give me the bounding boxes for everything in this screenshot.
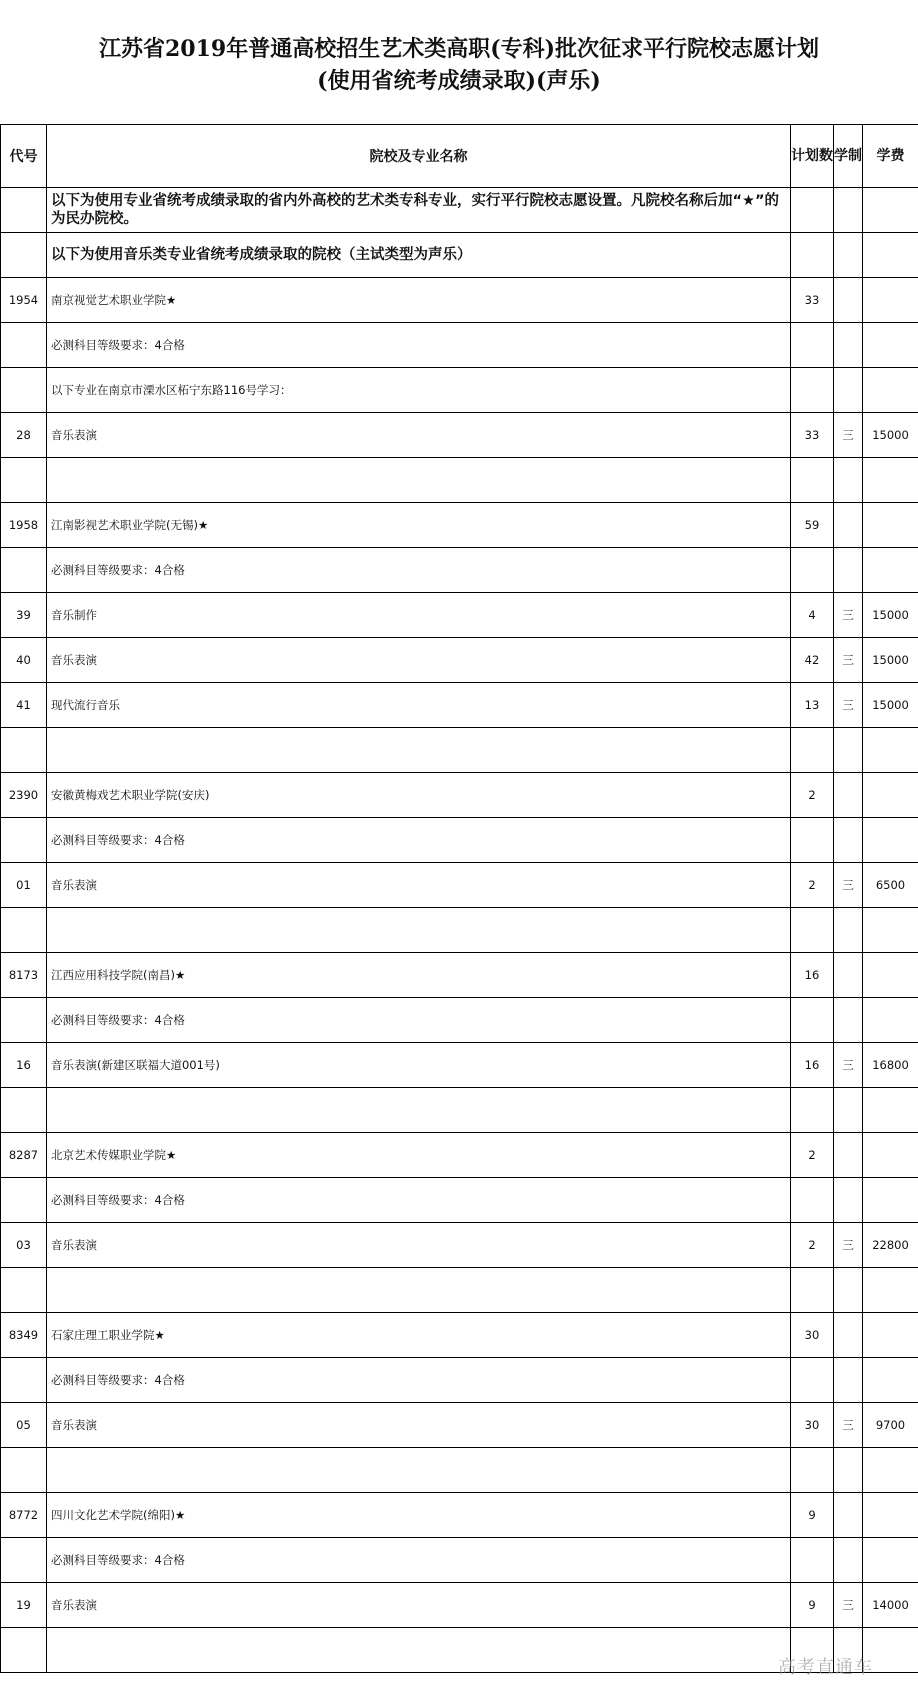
row-years [834,548,863,593]
plan-table [0,124,918,1673]
row-plan: 30 [791,1403,834,1448]
row-fee: 15000 [863,593,918,638]
row-years [834,1538,863,1583]
table-row [1,908,918,953]
row-name: 必测科目等级要求：4合格 [47,548,791,593]
row-plan [791,998,834,1043]
table-row [1,1268,918,1313]
document-subtitle: (使用省统考成绩录取)(声乐) [317,68,601,94]
row-fee [863,908,918,953]
table-row [1,1313,918,1358]
row-code [1,1358,47,1403]
row-fee: 15000 [863,683,918,728]
row-years [834,953,863,998]
row-name [47,908,791,953]
row-plan: 4 [791,593,834,638]
row-code [1,1088,47,1133]
row-name: 音乐制作 [47,593,791,638]
row-plan [791,908,834,953]
table-row [1,503,918,548]
table-row [1,458,918,503]
table-row [1,1223,918,1268]
row-fee [863,548,918,593]
table-row [1,1088,918,1133]
row-plan: 2 [791,1223,834,1268]
table-row [1,1043,918,1088]
row-years: 三 [834,1583,863,1628]
row-plan: 2 [791,1133,834,1178]
row-years [834,1088,863,1133]
row-fee [863,773,918,818]
row-years [834,1358,863,1403]
row-name: 以下专业在南京市溧水区柘宁东路116号学习： [47,368,791,413]
row-fee [863,1358,918,1403]
row-code: 40 [1,638,47,683]
row-fee [863,503,918,548]
table-row [1,1133,918,1178]
row-code [1,458,47,503]
row-fee [863,368,918,413]
row-name: 江南影视艺术职业学院(无锡)★ [47,503,791,548]
table-row [1,638,918,683]
row-name: 以下为使用专业省统考成绩录取的省内外高校的艺术类专科专业，实行平行院校志愿设置。凡院校名称后加“★”的为民办院校。 [47,188,791,233]
row-plan [791,548,834,593]
table-row [1,368,918,413]
row-fee [863,458,918,503]
row-fee [863,1493,918,1538]
row-years [834,188,863,233]
table-row [1,1538,918,1583]
table-row [1,1178,918,1223]
row-name: 音乐表演(新建区联福大道001号) [47,1043,791,1088]
row-years: 三 [834,593,863,638]
row-code [1,1178,47,1223]
header-years: 学制 [834,125,863,188]
row-name: 四川文化艺术学院(绵阳)★ [47,1493,791,1538]
row-name: 音乐表演 [47,413,791,458]
row-years [834,503,863,548]
row-years [834,458,863,503]
row-fee: 6500 [863,863,918,908]
row-years: 三 [834,1043,863,1088]
row-code [1,188,47,233]
table-row [1,188,918,233]
row-fee [863,323,918,368]
table-row [1,233,918,278]
row-code [1,1268,47,1313]
row-plan [791,1178,834,1223]
row-years [834,1493,863,1538]
row-plan: 9 [791,1583,834,1628]
row-name [47,1268,791,1313]
row-plan [791,1358,834,1403]
row-years: 三 [834,413,863,458]
row-name: 现代流行音乐 [47,683,791,728]
row-name: 音乐表演 [47,638,791,683]
row-code: 8349 [1,1313,47,1358]
table-row [1,278,918,323]
row-code [1,1628,47,1673]
table-row [1,683,918,728]
row-years [834,1133,863,1178]
row-name [47,1448,791,1493]
row-name: 必测科目等级要求：4合格 [47,998,791,1043]
row-plan [791,188,834,233]
row-plan: 2 [791,773,834,818]
row-plan: 13 [791,683,834,728]
row-name: 音乐表演 [47,1583,791,1628]
row-code [1,1448,47,1493]
table-row [1,548,918,593]
header-code: 代号 [1,125,47,188]
row-name: 南京视觉艺术职业学院★ [47,278,791,323]
row-fee: 9700 [863,1403,918,1448]
row-code: 1954 [1,278,47,323]
row-code: 16 [1,1043,47,1088]
table-row [1,1493,918,1538]
table-row [1,773,918,818]
row-name: 必测科目等级要求：4合格 [47,1178,791,1223]
watermark-text: 高考直通车 [778,1657,873,1678]
row-years: 三 [834,638,863,683]
row-code: 1958 [1,503,47,548]
row-fee [863,188,918,233]
row-name: 江西应用科技学院(南昌)★ [47,953,791,998]
row-code: 39 [1,593,47,638]
row-years [834,728,863,773]
row-name: 音乐表演 [47,1403,791,1448]
row-plan [791,728,834,773]
row-years [834,278,863,323]
header-name: 院校及专业名称 [47,125,791,188]
row-years [834,368,863,413]
row-name: 石家庄理工职业学院★ [47,1313,791,1358]
row-plan [791,818,834,863]
row-plan: 42 [791,638,834,683]
row-fee [863,233,918,278]
row-years [834,998,863,1043]
row-code: 41 [1,683,47,728]
row-fee: 22800 [863,1223,918,1268]
row-plan [791,1538,834,1583]
header-plan: 计划数 [791,125,834,188]
row-code [1,368,47,413]
row-years [834,1178,863,1223]
row-code [1,323,47,368]
row-code [1,998,47,1043]
row-name: 安徽黄梅戏艺术职业学院(安庆) [47,773,791,818]
row-code: 28 [1,413,47,458]
row-years [834,233,863,278]
row-name: 必测科目等级要求：4合格 [47,818,791,863]
row-name: 必测科目等级要求：4合格 [47,1358,791,1403]
table-row [1,728,918,773]
table-row [1,998,918,1043]
row-code: 8287 [1,1133,47,1178]
row-years: 三 [834,1223,863,1268]
row-code [1,908,47,953]
row-plan: 33 [791,278,834,323]
row-fee: 15000 [863,413,918,458]
row-years [834,908,863,953]
row-years [834,1268,863,1313]
row-years [834,1448,863,1493]
row-name [47,1628,791,1673]
row-years [834,1313,863,1358]
row-plan: 2 [791,863,834,908]
table-row [1,1583,918,1628]
row-plan: 9 [791,1493,834,1538]
row-code: 05 [1,1403,47,1448]
row-fee [863,953,918,998]
row-years: 三 [834,863,863,908]
row-plan [791,368,834,413]
row-code: 8173 [1,953,47,998]
row-fee [863,1538,918,1583]
row-fee [863,818,918,863]
row-name: 音乐表演 [47,1223,791,1268]
row-code: 2390 [1,773,47,818]
row-code: 03 [1,1223,47,1268]
row-years: 三 [834,683,863,728]
table-row [1,818,918,863]
row-plan: 30 [791,1313,834,1358]
table-row [1,323,918,368]
table-row [1,593,918,638]
row-plan: 16 [791,953,834,998]
row-fee: 16800 [863,1043,918,1088]
table-row [1,863,918,908]
header-fee: 学费 [863,125,918,188]
row-fee [863,1178,918,1223]
row-code [1,728,47,773]
row-fee: 14000 [863,1583,918,1628]
row-plan [791,458,834,503]
row-code [1,818,47,863]
row-fee [863,1133,918,1178]
row-code [1,548,47,593]
row-name: 必测科目等级要求：4合格 [47,1538,791,1583]
row-code [1,1538,47,1583]
row-name [47,728,791,773]
table-row [1,1358,918,1403]
row-name [47,458,791,503]
row-plan: 59 [791,503,834,548]
row-name: 必测科目等级要求：4合格 [47,323,791,368]
row-name [47,1088,791,1133]
row-code: 01 [1,863,47,908]
row-plan [791,1448,834,1493]
row-years [834,773,863,818]
table-row [1,1403,918,1448]
table-row [1,953,918,998]
table-header-row [1,125,918,188]
row-code: 19 [1,1583,47,1628]
row-fee [863,278,918,323]
row-fee [863,1088,918,1133]
row-plan [791,1268,834,1313]
row-fee [863,728,918,773]
row-name: 北京艺术传媒职业学院★ [47,1133,791,1178]
row-plan [791,233,834,278]
row-years: 三 [834,1403,863,1448]
row-plan: 33 [791,413,834,458]
row-plan [791,323,834,368]
row-fee [863,1448,918,1493]
row-name: 以下为使用音乐类专业省统考成绩录取的院校（主试类型为声乐） [47,233,791,278]
row-years [834,323,863,368]
row-fee [863,998,918,1043]
row-plan [791,1088,834,1133]
row-code: 8772 [1,1493,47,1538]
row-name: 音乐表演 [47,863,791,908]
row-years [834,818,863,863]
row-fee: 15000 [863,638,918,683]
row-fee [863,1268,918,1313]
row-fee [863,1313,918,1358]
row-plan: 16 [791,1043,834,1088]
document-title: 江苏省2019年普通高校招生艺术类高职(专科)批次征求平行院校志愿计划 [98,36,820,62]
table-row [1,1448,918,1493]
table-row [1,413,918,458]
row-code [1,233,47,278]
